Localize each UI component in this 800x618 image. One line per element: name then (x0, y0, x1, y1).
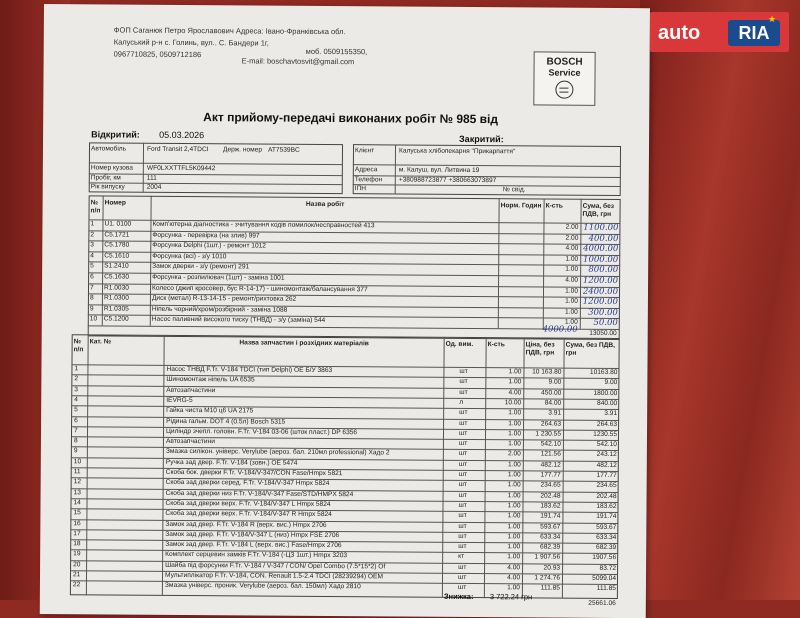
document-sheet (40, 4, 650, 618)
works-cell: Форсунка Delphi (1шт.) - ремонт 1012 (152, 241, 267, 250)
parts-cell: Комплект серцевин замків F.Tr. V-184 (-ЦЗ 1шт.) Hmpx 3203 (165, 551, 348, 560)
works-cell: C5.1630 (104, 273, 130, 281)
vin-label: Номер кузова (90, 164, 133, 172)
parts-cell: 1907.56 (592, 554, 617, 562)
address-value: м. Калуш, вул. Литвина 19 (398, 166, 480, 175)
parts-cell: 4.00 (507, 574, 521, 582)
parts-cell: Замок зад двер. F.Tr. V-184 L (верх. вис.) Fase/Hmpx 2706 (165, 540, 342, 550)
parts-cell: 542.10 (540, 440, 561, 448)
discount-label: Знижка: (443, 591, 474, 602)
parts-cell: 682.39 (540, 543, 561, 551)
parts-cell: кт (458, 553, 465, 561)
parts-cell: 177.77 (596, 471, 617, 480)
parts-cell: шт (458, 501, 467, 509)
parts-cell: Насос ТНВД F.Tr. V-184 TDCI (тип Delphi) OE Б/У 3863 (166, 365, 333, 375)
parts-cell: 2 (74, 375, 79, 383)
header-phone: моб. 0509155350, (305, 46, 368, 57)
parts-cell: Шиномонтаж ніпель UA 6535 (166, 376, 255, 384)
ipn-value: № свід. (502, 186, 526, 194)
works-cell: 1.00 (565, 255, 579, 263)
header-email: E-mail: boschavtosvit@gmail.com (241, 56, 355, 67)
parts-cell: 10.00 (504, 399, 522, 407)
works-cell: 4 (90, 252, 94, 260)
car-label: Автомобіль (90, 145, 127, 153)
parts-cell: Скоба зад дверки низ F.Tr. V-184/V-347 Fase/STD/HMPX 5824 (165, 489, 354, 498)
parts-cell: 1.00 (508, 440, 521, 448)
opened-date: 05.03.2026 (159, 129, 205, 141)
parts-cell: 450.00 (541, 389, 562, 397)
parts-cell: 83.72 (599, 564, 617, 572)
parts-cell: шт (458, 450, 468, 458)
parts-cell: 10 163.80 (532, 368, 562, 376)
parts-cell: 3.91 (548, 409, 562, 417)
works-header-cell: Норм. Годин (500, 202, 542, 210)
works-cell: 4.00 (565, 276, 579, 284)
works-cell: 2.00 (565, 234, 579, 242)
parts-cell: 1.00 (507, 471, 521, 479)
parts-cell: шт (459, 367, 468, 375)
parts-cell: 1.00 (507, 533, 521, 541)
header-line-3: 0967710825, 0509712186 (113, 49, 202, 60)
works-cell: 1200.00 (582, 275, 619, 287)
parts-cell: 1.00 (507, 584, 520, 592)
plate-label: Держ. номер (222, 146, 263, 154)
parts-cell: 191.74 (540, 512, 561, 520)
parts-cell: шт (459, 378, 468, 386)
parts-cell: 633.34 (596, 533, 617, 541)
parts-cell: шт (458, 440, 468, 448)
parts-cell: Рідина гальм. DOT 4 (0.5л) Bosch 5315 (166, 417, 286, 426)
works-cell: Форсунка - розпилювач (1шт) - заміна 1001 (152, 273, 285, 282)
parts-cell: Замок зад двер. F.Tr. V-184/V-347 L (низ) Hmpx FSE 2706 (165, 530, 340, 539)
works-cell: R1.0305 (103, 305, 129, 313)
parts-cell: 20 (73, 560, 81, 568)
autoria-watermark (650, 12, 789, 52)
parts-header-cell: Ціна, без ПДВ, грн (525, 341, 555, 357)
works-cell: S1.2410 (104, 262, 129, 270)
watermark-auto: auto (658, 22, 701, 44)
parts-cell: 5 (74, 406, 78, 414)
works-cell: 1.00 (565, 287, 579, 295)
parts-cell: 682.39 (596, 543, 617, 552)
parts-header-cell: Кат. № (89, 338, 112, 346)
discount-value: 3 722.24 грн (489, 592, 533, 602)
parts-cell: 1230.55 (593, 430, 618, 438)
parts-total: 25661.06 (588, 599, 616, 607)
parts-cell: шт (458, 460, 468, 468)
mileage-label: Пробіг, км (90, 174, 121, 182)
parts-cell: 111.85 (596, 585, 616, 593)
works-header-cell: № п/п (90, 199, 101, 215)
parts-cell: 1.00 (507, 512, 521, 520)
parts-cell: Мультиплікатор F.Tr. V-184, CON. Renault 1.5-2.4 TDCI (28239294) OEM (164, 571, 383, 581)
client-value: Калуська хлібопекарня "Прикарпаття" (398, 147, 516, 156)
parts-cell: 202.48 (540, 492, 561, 500)
parts-cell: шт (457, 584, 467, 592)
parts-cell: 2.00 (508, 450, 521, 458)
parts-cell: 22 (72, 581, 81, 589)
phone-label: Телефон (354, 176, 383, 184)
works-header-cell: Назва робіт (305, 200, 345, 209)
parts-header-cell: Од. вим. (445, 340, 474, 349)
works-cell: Форсунка (всі) - з/у 1010 (152, 252, 227, 261)
works-cell: 4000.00 (583, 243, 619, 255)
works-cell: 400.00 (588, 233, 619, 244)
parts-cell: 1 (74, 365, 79, 373)
works-cell: U1. 0100 (104, 220, 132, 228)
address-label: Адреса (354, 166, 378, 174)
works-cell: C5.1200 (103, 315, 129, 323)
parts-cell: 16 (73, 519, 81, 527)
works-cell: 1000.00 (583, 254, 619, 265)
parts-cell: Скоба зад дверки серед. F.Tr. V-184/V-347 Hmpx 5824 (165, 479, 330, 488)
parts-cell: 7 (73, 427, 78, 435)
works-cell: C5.1610 (104, 252, 130, 260)
works-cell: 2 (90, 230, 95, 238)
plate-value: AT7539BC (267, 146, 300, 154)
closed-label: Закритий: (459, 133, 504, 145)
parts-cell: 10163.80 (589, 368, 618, 377)
works-cell: C5.1780 (104, 241, 130, 249)
parts-cell: 1.00 (508, 430, 522, 438)
phone-value: +380988723877 +380663073897 (398, 176, 497, 185)
works-cell: R1.0300 (103, 294, 129, 302)
document-title: Акт прийому-передачі виконаних робіт № 985 від (203, 110, 499, 127)
parts-cell: 4 (74, 396, 78, 404)
parts-cell: Гайка чиста M10 ц6 UA 2175 (166, 407, 254, 415)
parts-cell: Автозапчастини (165, 437, 215, 446)
parts-cell: 15 (73, 509, 81, 517)
parts-cell: 9.00 (604, 379, 618, 387)
opened-label: Відкритий: (91, 129, 140, 140)
parts-cell: 6 (74, 416, 78, 424)
parts-cell: 111.85 (540, 584, 560, 592)
works-cell: 1.00 (564, 319, 578, 327)
works-header-cell: К-сть (545, 202, 563, 210)
parts-cell: 183.62 (596, 502, 617, 510)
parts-cell: 1.00 (507, 460, 521, 469)
works-cell: 2.00 (565, 223, 579, 231)
parts-cell: 1 907.56 (534, 553, 561, 562)
parts-cell: 633.34 (540, 533, 561, 541)
works-extra-amount: 4000.00 (542, 324, 578, 335)
parts-cell: 1800.00 (593, 389, 618, 397)
parts-cell: 121.56 (540, 450, 561, 459)
works-cell: Ніпель чорний/хром/розбірний - заміна 1088 (151, 305, 288, 314)
parts-cell: 4.00 (508, 388, 522, 396)
parts-header-cell: К-сть (487, 341, 505, 349)
parts-cell: 3.91 (604, 410, 618, 418)
parts-cell: 1.00 (507, 543, 521, 551)
parts-cell: 1 274.76 (534, 574, 561, 582)
parts-cell: шт (458, 470, 468, 478)
parts-cell: 593.67 (596, 523, 617, 531)
parts-cell: 1.00 (507, 502, 521, 510)
parts-cell: 593.67 (540, 522, 561, 531)
works-cell: 300.00 (588, 307, 618, 318)
works-cell: 2400.00 (582, 286, 619, 297)
parts-cell: 9.00 (548, 378, 562, 386)
parts-cell: шт (458, 532, 467, 540)
works-cell: Форсунка - перевірка (на злив) 997 (152, 231, 260, 240)
works-cell: R1.0030 (103, 284, 129, 292)
parts-cell: 840.00 (597, 399, 618, 407)
parts-cell: шт (458, 429, 468, 437)
parts-cell: 19 (73, 550, 81, 558)
parts-header-cell: Назва запчастин і розхідних матеріалів (239, 339, 369, 348)
year-value: 2004 (146, 183, 162, 191)
works-cell: 800.00 (588, 265, 619, 276)
parts-cell: шт (458, 563, 467, 571)
works-header-cell: Номер (104, 199, 126, 207)
client-label: Клієнт (354, 147, 375, 155)
parts-cell: шт (457, 573, 467, 581)
parts-header-cell: Сума, без ПДВ, грн (565, 341, 615, 357)
parts-cell: 84.00 (544, 399, 562, 407)
vin-value: WF0LXXTTFL5K09442 (146, 164, 216, 173)
parts-cell: 11 (73, 468, 81, 476)
parts-cell: 14 (73, 499, 81, 507)
parts-cell: Змазка силікон. універс. Verylube (аероз. бал. 210мл professional) Хадо 2 (165, 448, 390, 457)
parts-cell: 5099.04 (592, 574, 617, 583)
parts-cell: шт (458, 491, 467, 499)
works-cell: Насос паливний високого тиску (ТНВД) - з/у (заміна) 544 (151, 316, 326, 325)
parts-cell: Ручка зад двер. F.Tr. V-184 (зовн.) OE 5474 (165, 458, 298, 467)
works-cell: Замок дверки - з/у (ремонт) 291 (152, 263, 250, 271)
parts-cell: 264.63 (596, 420, 618, 428)
works-cell: 4.00 (565, 244, 579, 252)
parts-cell: 1.00 (508, 368, 522, 376)
parts-cell: 12 (73, 478, 82, 486)
parts-cell: 482.12 (596, 461, 617, 469)
parts-cell: 202.48 (596, 492, 617, 500)
parts-cell: 264.63 (540, 419, 562, 428)
parts-cell: 234.65 (540, 481, 561, 489)
parts-cell: 13 (73, 488, 81, 496)
header-line-1: ФОП Саганюк Петро Ярославович Адреса: Івано-Франківська обл. (113, 25, 346, 37)
parts-cell: Циліндр зчепл. головн. F.Tr. V-184 03-06 (шток пласт.) DP 6356 (165, 427, 358, 436)
parts-cell: Замок зад двер. F.Tr. V-184 R (верх. вис.) Hmpx 2706 (165, 520, 327, 529)
header-line-2: Калуський р-н с. Голинь, вул.. С. Бандери 1г, (113, 37, 269, 48)
works-cell: 1200.00 (582, 296, 618, 308)
works-cell: C5.1721 (104, 231, 130, 239)
parts-cell: 542.10 (596, 440, 617, 449)
works-cell: 6 (90, 273, 94, 281)
parts-cell: 177.77 (540, 471, 561, 479)
parts-cell: 1.00 (507, 491, 521, 499)
works-cell: 1.00 (565, 297, 578, 305)
parts-cell: шт (458, 542, 467, 551)
watermark-ria: RIA (728, 20, 780, 46)
works-cell: 5 (90, 262, 94, 270)
parts-cell: 1.00 (508, 409, 522, 417)
works-cell: 50.00 (593, 318, 618, 329)
parts-header-cell: № п/п (73, 338, 84, 354)
parts-cell: Скоба бок. дверки F.Tr. V-184/V-347/CON Fase/Hmpx 5821 (165, 468, 343, 478)
parts-cell: 20.93 (543, 564, 561, 572)
parts-cell: шт (458, 512, 467, 520)
parts-cell: л (459, 398, 464, 406)
works-cell: 10 (89, 315, 98, 323)
parts-cell: 8 (73, 437, 78, 445)
works-cell: 8 (89, 294, 94, 302)
parts-cell: Скоба зад дверки верх. F.Tr. V-184/V-347 R Hmpx 5824 (165, 510, 332, 519)
works-cell: 1.00 (565, 266, 579, 274)
parts-cell: 10 (73, 457, 82, 465)
parts-cell: 4.00 (507, 563, 521, 572)
parts-cell: 17 (73, 530, 81, 538)
year-label: Рік випуску (90, 183, 125, 191)
parts-cell: IEVRG-5 (166, 396, 193, 404)
parts-cell: шт (459, 388, 468, 396)
parts-cell: 18 (73, 540, 81, 548)
parts-cell: 1.00 (507, 553, 521, 561)
star-icon: ★ (768, 14, 777, 24)
parts-cell: 183.62 (540, 502, 561, 510)
bosch-emblem-icon (555, 81, 573, 99)
bosch-logo-line2: Service (548, 67, 581, 78)
parts-cell: 9 (73, 447, 78, 455)
parts-cell: 191.74 (596, 513, 617, 521)
works-cell: 1.00 (564, 308, 578, 316)
ipn-label: ІПН (354, 185, 367, 193)
works-cell: 9 (89, 305, 94, 313)
parts-cell: 1.00 (508, 419, 522, 427)
bosch-service-logo (533, 51, 595, 105)
parts-cell: Шайба під форсунки F.Tr. V-184 / V-347 / CON/ Opel Combo (7.5*15*2) Of (165, 561, 386, 571)
parts-cell: 1 230.55 (535, 430, 562, 438)
parts-cell: 21 (72, 571, 81, 579)
parts-cell: Змазка універс. проник. Verylube (аероз. бал. 150мл) Хадо 2810 (164, 582, 361, 591)
parts-cell: 1.00 (507, 522, 521, 530)
works-cell: 3 (90, 241, 95, 249)
parts-cell: 1.00 (508, 378, 522, 386)
parts-cell: шт (459, 409, 468, 417)
works-cell: Комп'ютерна діагностика - зчитування кодів помилок/несправностей 413 (152, 220, 375, 230)
parts-cell: 1.00 (507, 481, 521, 489)
car-value: Ford Transit 2,4TDCI (146, 145, 209, 154)
works-cell: 1100.00 (583, 222, 619, 234)
works-cell: 7 (89, 283, 94, 291)
parts-cell: шт (458, 481, 467, 489)
mileage-value: 111 (146, 174, 157, 182)
parts-cell: Скоба зад дверки верх. F.Tr. V-184/V-347 L Hmpx 5824 (165, 499, 331, 508)
works-cell: Диск (метал) R-13-14-15 - ремонт/рихтовка 262 (151, 294, 297, 303)
parts-cell: 243.12 (596, 451, 617, 459)
parts-cell: 482.12 (540, 461, 561, 469)
bosch-logo-line1: BOSCH (546, 56, 583, 68)
background-fabric-right (640, 0, 800, 600)
parts-cell: 3 (74, 385, 79, 393)
parts-cell: шт (458, 522, 467, 530)
works-total: 13050.00 (589, 329, 617, 338)
parts-cell: шт (459, 419, 468, 427)
parts-cell: Автозапчастини (166, 386, 216, 394)
works-cell: Колесо (джип кросовер, бус R-14-17) - шиномонтаж/балансування 377 (151, 284, 368, 293)
works-header-cell: Сума, без ПДВ, грн (582, 202, 615, 218)
works-cell: 1 (90, 220, 95, 228)
parts-cell: 234.65 (596, 482, 617, 490)
